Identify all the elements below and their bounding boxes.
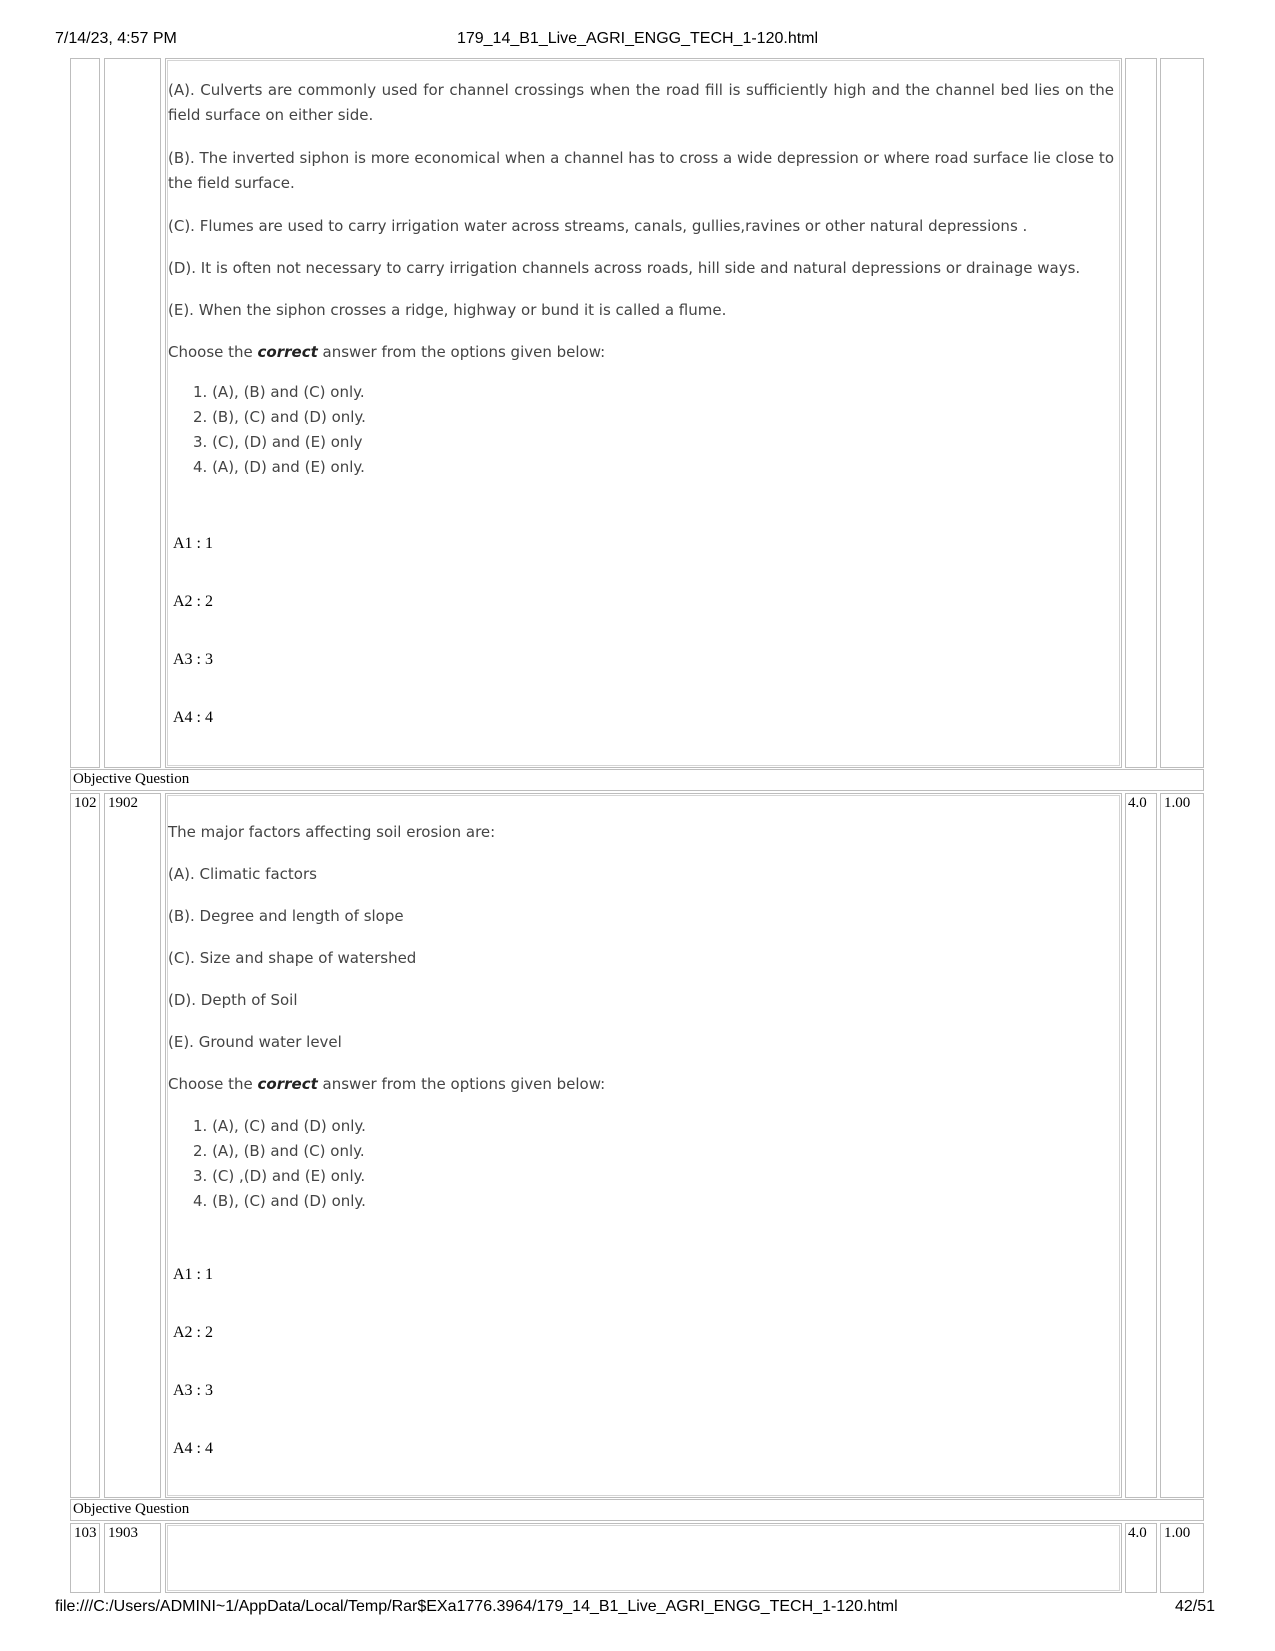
option-list bbox=[193, 380, 366, 480]
statement: (D). It is often not necessary to carry irrigation channels across roads, hill side and natural depressions or drainage ways. bbox=[168, 259, 1081, 277]
marks-cell bbox=[1125, 793, 1157, 1498]
option-item: 1. (A), (B) and (C) only. bbox=[193, 383, 365, 401]
neg-marks-cell bbox=[1160, 58, 1204, 768]
question-cell bbox=[165, 1523, 1122, 1593]
statement: (B). The inverted siphon is more economical when a channel has to cross a wide depression or where road surface lie close to the field surface. bbox=[168, 149, 1114, 192]
answer-option-2: A2 : 2 bbox=[173, 1324, 213, 1341]
option-item: 3. (C), (D) and (E) only bbox=[193, 433, 363, 451]
statement: (E). When the siphon crosses a ridge, highway or bund it is called a flume. bbox=[168, 301, 727, 319]
question-statements bbox=[168, 78, 1114, 365]
marks: 4.0 bbox=[1128, 795, 1147, 811]
emphasis-correct: correct bbox=[257, 1075, 318, 1093]
serial-number: 103 bbox=[74, 1525, 97, 1541]
statement: (C). Size and shape of watershed bbox=[168, 949, 417, 967]
answer-option-1: A1 : 1 bbox=[173, 535, 213, 552]
section-label: Objective Question bbox=[73, 1501, 190, 1517]
marks-cell bbox=[1125, 58, 1157, 768]
negative-marks: 1.00 bbox=[1164, 795, 1191, 811]
serial-number: 102 bbox=[74, 795, 97, 811]
emphasis-correct: correct bbox=[257, 343, 318, 361]
qid-cell bbox=[104, 58, 161, 768]
option-item: 4. (A), (D) and (E) only. bbox=[193, 458, 365, 476]
option-item: 2. (A), (B) and (C) only. bbox=[193, 1142, 365, 1160]
answer-option-1: A1 : 1 bbox=[173, 1266, 213, 1283]
qid-cell bbox=[104, 793, 161, 1498]
file-url: file:///C:/Users/ADMINI~1/AppData/Local/Temp/Rar$EXa1776.3964/179_14_B1_Live_AGRI_ENGG_TECH_1-120.html bbox=[55, 1598, 898, 1615]
answer-option-3: A3 : 3 bbox=[173, 1382, 213, 1399]
statement: (C). Flumes are used to carry irrigation water across streams, canals, gullies,ravines or other natural depressions . bbox=[168, 217, 1028, 235]
marks: 4.0 bbox=[1128, 1525, 1147, 1541]
answer-option-4: A4 : 4 bbox=[173, 709, 213, 726]
print-footer bbox=[0, 1598, 1275, 1620]
statement: (A). Culverts are commonly used for channel crossings when the road fill is sufficiently high and the channel bed lies on the field surface on either side. bbox=[168, 81, 1114, 124]
statement: (A). Climatic factors bbox=[168, 865, 317, 883]
print-datetime: 7/14/23, 4:57 PM bbox=[55, 30, 177, 47]
section-label-row bbox=[70, 769, 1204, 791]
sno-cell bbox=[70, 793, 100, 1498]
statement: (E). Ground water level bbox=[168, 1033, 342, 1051]
answer-option-4: A4 : 4 bbox=[173, 1440, 213, 1457]
option-item: 2. (B), (C) and (D) only. bbox=[193, 408, 366, 426]
negative-marks: 1.00 bbox=[1164, 1525, 1191, 1541]
question-statements bbox=[168, 820, 1114, 1097]
answer-option-2: A2 : 2 bbox=[173, 593, 213, 610]
question-stem: The major factors affecting soil erosion are: bbox=[168, 823, 496, 841]
print-title: 179_14_B1_Live_AGRI_ENGG_TECH_1-120.html bbox=[456, 30, 819, 47]
option-item: 4. (B), (C) and (D) only. bbox=[193, 1192, 366, 1210]
statement: (B). Degree and length of slope bbox=[168, 907, 404, 925]
option-item: 1. (A), (C) and (D) only. bbox=[193, 1117, 366, 1135]
choose-instruction: Choose the correct answer from the options given below: bbox=[168, 343, 606, 361]
section-label-row bbox=[70, 1499, 1204, 1521]
option-item: 3. (C) ,(D) and (E) only. bbox=[193, 1167, 366, 1185]
neg-marks-cell bbox=[1160, 793, 1204, 1498]
page-number: 42/51 bbox=[1174, 1598, 1215, 1615]
sno-cell bbox=[70, 58, 100, 768]
option-list bbox=[193, 1114, 366, 1214]
answer-option-3: A3 : 3 bbox=[173, 651, 213, 668]
question-id: 1902 bbox=[108, 795, 138, 811]
question-id: 1903 bbox=[108, 1525, 138, 1541]
choose-instruction: Choose the correct answer from the options given below: bbox=[168, 1075, 606, 1093]
section-label: Objective Question bbox=[73, 771, 190, 787]
statement: (D). Depth of Soil bbox=[168, 991, 298, 1009]
